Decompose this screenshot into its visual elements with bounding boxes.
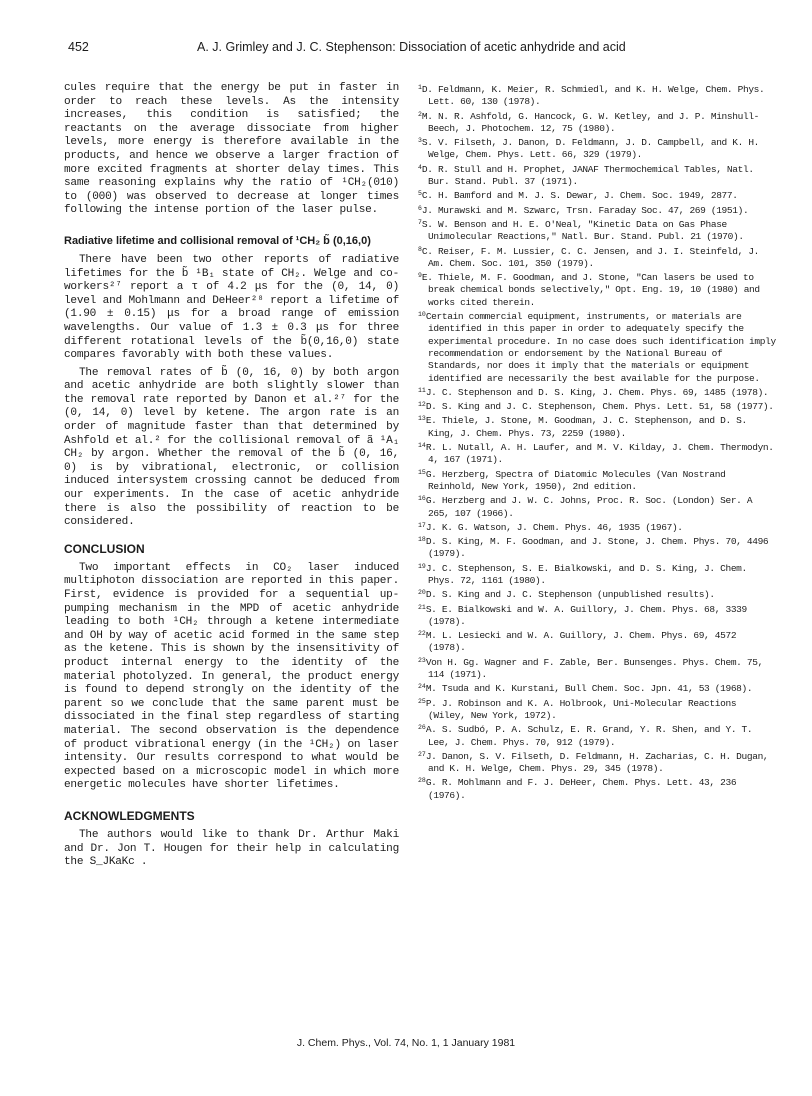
section-heading-acknowledgments: ACKNOWLEDGMENTS (64, 808, 195, 823)
reference-item (418, 775, 776, 802)
reference-item (418, 203, 776, 217)
reference-text: D. Feldmann, K. Meier, R. Schmiedl, and K. H. Welge, Chem. Phys. Lett. 60, 130 (1978). (421, 84, 765, 108)
reference-item (418, 722, 776, 749)
reference-text: A. S. Sudbó, P. A. Schulz, E. R. Grand, Y. R. Shen, and Y. T. Lee, J. Chem. Phys. 70, 912 (1979). (425, 724, 753, 748)
reference-text: M. L. Lesiecki and W. A. Guillory, J. Chem. Phys. 69, 4572 (1978). (425, 630, 737, 654)
reference-item (418, 135, 776, 162)
reference-number: 23 (418, 656, 426, 664)
reference-number: 11 (418, 386, 426, 394)
running-title: A. J. Grimley and J. C. Stephenson: Dissociation of acetic anhydride and acid (197, 40, 626, 54)
reference-text: J. Danon, S. V. Filseth, D. Feldmann, H. Zacharias, C. H. Dugan, and K. H. Welge, Chem. Phys. 29, 345 (1978). (425, 750, 769, 775)
reference-text: E. Thiele, M. F. Goodman, and J. Stone, "Can lasers be used to break chemical bonds selectively," Opt. Eng. 19, 10 (1980) and works cited therein. (421, 272, 760, 308)
intro-paragraph: cules require that the energy be put in faster in order to reach these levels. As the intensity increases, this condition is satisfied; the reactants on the average dissociate from higher levels, more energy is therefore available in the products, and hence we observe a larger fraction of more excited fragments at shorter delay times. This same reasoning explains why the ratio of ¹CH₂(010) to (000) was observed to decrease at longer times following the intense portion of the laser pulse. (64, 82, 399, 217)
reference-item (418, 309, 776, 385)
reference-item (418, 217, 776, 244)
reference-text: S. E. Bialkowski and W. A. Guillory, J. Chem. Phys. 68, 3339 (1978). (425, 603, 747, 627)
reference-number: 27 (418, 750, 426, 758)
reference-item (418, 82, 776, 109)
reference-number: 19 (418, 562, 426, 570)
reference-number: 1 (418, 84, 422, 91)
reference-item (418, 681, 776, 695)
reference-item (418, 109, 776, 136)
reference-item (418, 162, 776, 189)
journal-footer: J. Chem. Phys., Vol. 74, No. 1, 1 January 1981 (296, 1037, 516, 1049)
reference-number: 18 (418, 536, 426, 544)
body-paragraph: The removal rates of b̃ (0, 16, 0) by both argon and acetic anhydride are both slightly slower than the removal rate reported by Danon et al.²⁷ for the (0, 14, 0) level by ketene. The argon rate is an order of magnitude faster than that determined by Ashfold et al.² for the collisional removal of ã ¹A₁ CH₂ by argon. Whether the removal of the b̃ (0, 16, 0) is by vibrational, electronic, or collision induced intersystem crossing cannot be deduced from our experiments. In the case of acetic anhydride there is also the possibility of reaction to be considered. (64, 366, 399, 529)
reference-text: S. W. Benson and H. E. O'Neal, "Kinetic Data on Gas Phase Unimolecular Reactions," Natl. Bur. Stand. Publ. 21 (1970). (421, 218, 744, 243)
reference-text: C. Reiser, F. M. Lussier, C. C. Jensen, and J. I. Steinfeld, J. Am. Chem. Soc. 101, 350 (1979). (421, 245, 760, 269)
reference-number: 28 (418, 777, 426, 785)
reference-number: 2 (418, 110, 422, 118)
reference-item (418, 413, 776, 440)
reference-item (418, 696, 776, 723)
reference-text: G. Herzberg and J. W. C. Johns, Proc. R. Soc. (London) Ser. A 265, 107 (1966). (425, 495, 753, 519)
reference-number: 15 (418, 468, 426, 476)
page-number: 452 (68, 40, 89, 54)
reference-item (418, 628, 776, 655)
section-heading-conclusion: CONCLUSION (64, 541, 145, 556)
reference-text: P. J. Robinson and K. A. Holbrook, Uni-Molecular Reactions (Wiley, New York, 1972). (425, 697, 737, 721)
reference-text: C. H. Bamford and M. J. S. Dewar, J. Chem. Soc. 1949, 2877. (421, 190, 738, 202)
reference-text: M. Tsuda and K. Kurstani, Bull Chem. Soc. Jpn. 41, 53 (1968). (425, 683, 753, 695)
reference-item (418, 467, 776, 494)
reference-text: G. Herzberg, Spectra of Diatomic Molecules (Van Nostrand Reinhold, New York, 1950), 2nd edition. (425, 468, 726, 492)
reference-text: E. Thiele, J. Stone, M. Goodman, J. C. Stephenson, and D. S. King, J. Chem. Phys. 73, 2259 (1980). (425, 415, 747, 439)
reference-item (418, 440, 776, 467)
reference-number: 14 (418, 442, 426, 450)
reference-item (418, 602, 776, 629)
reference-text: D. S. King, M. F. Goodman, and J. Stone, J. Chem. Phys. 70, 4496 (1979). (425, 536, 769, 560)
reference-text: J. Murawski and M. Szwarc, Trsn. Faraday Soc. 47, 269 (1951). (421, 204, 749, 216)
reference-text: D. S. King and J. C. Stephenson (unpublished results). (425, 589, 715, 601)
reference-item (418, 749, 776, 776)
reference-text: D. R. Stull and H. Prophet, JANAF Thermochemical Tables, Natl. Bur. Stand. Publ. 37 (1971). (421, 163, 754, 188)
reference-item (418, 385, 776, 399)
body-paragraph: There have been two other reports of radiative lifetimes for the b̃ ¹B₁ state of CH₂. Welge and co-workers²⁷ report a τ of 4.2 μs for the (0, 14, 0) level and Mohlmann and DeHeer²⁸ report a lifetime of (1.90 ± 0.15) μs for a broad range of emission wavelengths. Our value of 1.3 ± 0.3 μs for three different rotational levels of the b̃(0,16,0) state compares favorably with both these values. (64, 253, 399, 362)
acknowledgments-paragraph: The authors would like to thank Dr. Arthur Maki and Dr. Jon T. Hougen for their help in calculating the S_JKaKc . (64, 828, 399, 869)
section-heading-radiative-lifetime: Radiative lifetime and collisional removal of ¹CH₂ b̃ (0,16,0) (64, 234, 371, 247)
reference-item (418, 534, 776, 561)
reference-number: 8 (418, 245, 422, 253)
reference-text: R. L. Nutall, A. H. Laufer, and M. V. Kilday, J. Chem. Thermodyn. 4, 167 (1971). (425, 442, 774, 466)
reference-text: J. C. Stephenson and D. S. King, J. Chem. Phys. 69, 1485 (1978). (425, 386, 769, 398)
reference-number: 17 (418, 521, 426, 529)
reference-number: 25 (418, 697, 426, 705)
reference-number: 3 (418, 137, 422, 145)
reference-text: J. K. G. Watson, J. Chem. Phys. 46, 1935 (1967). (425, 521, 683, 533)
reference-number: 26 (418, 724, 426, 732)
reference-number: 21 (418, 603, 426, 611)
reference-number: 20 (418, 589, 426, 597)
reference-text: J. C. Stephenson, S. E. Bialkowski, and D. S. King, J. Chem. Phys. 72, 1161 (1980). (425, 562, 747, 586)
reference-text: M. N. R. Ashfold, G. Hancock, G. W. Ketley, and J. P. Minshull-Beech, J. Photochem. 12, 75 (1980). (421, 110, 760, 134)
reference-item (418, 399, 776, 413)
reference-text: G. R. Mohlmann and F. J. DeHeer, Chem. Phys. Lett. 43, 236 (1976). (425, 777, 737, 801)
reference-number: 7 (418, 218, 422, 226)
reference-text: S. V. Filseth, J. Danon, D. Feldmann, J. D. Campbell, and K. H. Welge, Chem. Phys. Lett. 66, 329 (1979). (421, 137, 760, 161)
reference-list (418, 82, 776, 802)
left-column (64, 82, 399, 870)
reference-text: Certain commercial equipment, instruments, or materials are identified in this paper in order to adequately specify the experimental procedure. In no case does such identification imply recommendation or endorsement by the National Bureau of Standards, nor does it imply that the materials or equipment identified are necessarily the best available for the purpose. (425, 311, 776, 384)
reference-number: 6 (418, 204, 422, 212)
reference-number: 16 (418, 495, 426, 503)
reference-item (418, 520, 776, 534)
reference-item (418, 561, 776, 588)
reference-item (418, 655, 776, 682)
reference-number: 13 (418, 415, 426, 423)
reference-text: Von H. Gg. Wagner and F. Zable, Ber. Bunsenges. Phys. Chem. 75, 114 (1971). (425, 656, 763, 681)
reference-text: D. S. King and J. C. Stephenson, Chem. Phys. Lett. 51, 58 (1977). (425, 401, 774, 413)
conclusion-paragraph: Two important effects in CO₂ laser induced multiphoton dissociation are reported in this paper. First, evidence is provided for a sequential up-pumping mechanism in the MPD of acetic anhydride leading to both ¹CH₂ through a ketene intermediate and OH by way of acetic acid formed in the same step as the ketene. This is shown by the insensitivity of product internal energy to the identity of the material photolyzed. In general, the product energy is found to depend strongly on the identity of the parent so we conclude that the same parent must be dissociated in the final step regardless of starting material. The second observation is the dependence of product vibrational energy (in the ¹CH₂) on laser intensity. Our results correspond to what would be expected based on a microscopic model in which more energetic molecules have shorter lifetimes. (64, 561, 399, 792)
reference-number: 24 (418, 683, 426, 691)
reference-number: 9 (418, 272, 422, 280)
reference-number: 22 (418, 630, 426, 638)
reference-number: 10 (418, 311, 426, 319)
reference-item (418, 270, 776, 309)
reference-item (418, 244, 776, 271)
reference-item (418, 587, 776, 601)
reference-number: 12 (418, 401, 426, 409)
reference-number: 5 (418, 190, 422, 198)
reference-item (418, 188, 776, 202)
reference-number: 4 (418, 163, 422, 171)
reference-item (418, 493, 776, 520)
